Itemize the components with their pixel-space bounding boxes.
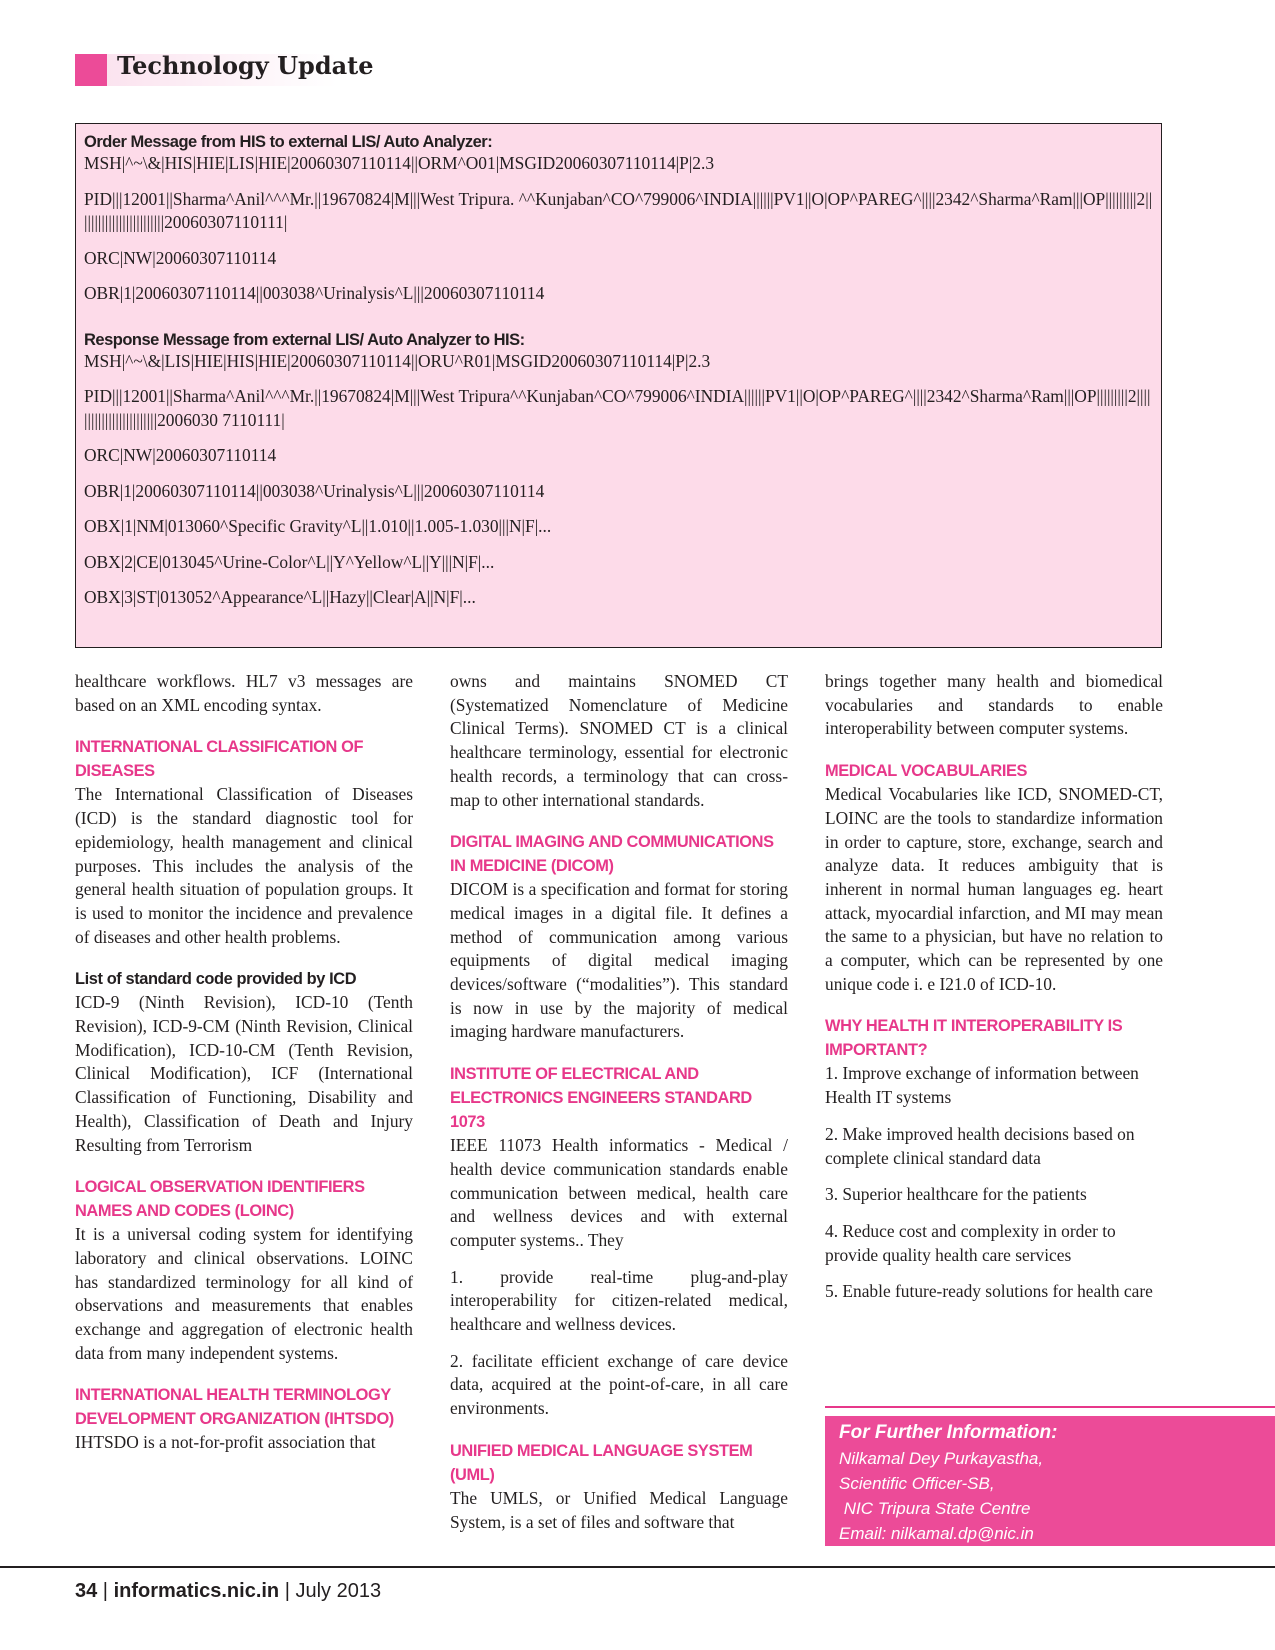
list-item: 4. Reduce cost and complexity in order to provide quality health care services <box>825 1220 1116 1265</box>
paragraph: brings together many health and biomedical vocabularies and standards to enable interoperability between computer systems. <box>825 671 1163 739</box>
subheading-icd-list: List of standard code provided by ICD <box>75 970 357 989</box>
list-item: 2. Make improved health decisions based on complete clinical standard data <box>825 1123 1135 1168</box>
response-line: PID|||12001||Sharma^Anil^^^Mr.||19670824|M|||West Tripura^^Kunjaban^CO^799006^INDIA||||||PV1||O|OP^PAREG^||||2342^Sharma^Ram|||OP|||||||||2|||||||||||||||||||||||||2006030 7110111| <box>84 386 1151 430</box>
header-accent-bar <box>75 54 107 86</box>
paragraph: The International Classification of Diseases (ICD) is the standard diagnostic tool for epidemiology, health management and clinical purposes. This includes the analysis of the general health situation of population groups. It is used to monitor the incidence and prevalence of diseases and other health problems. <box>75 784 413 947</box>
order-line: ORC|NW|20060307110114 <box>84 247 277 268</box>
footer-site: informatics.nic.in <box>113 1580 280 1602</box>
info-divider <box>825 1406 1275 1408</box>
paragraph: owns and maintains SNOMED CT (Systematized Nomenclature of Medicine Clinical Terms). SNOMED CT is a clinical healthcare terminology, essential for electronic health records, a terminology that can cross-map to other international standards. <box>450 671 788 810</box>
section-heading-ihtsdo: INTERNATIONAL HEALTH TERMINOLOGY DEVELOPMENT ORGANIZATION (IHTSDO) <box>75 1386 394 1429</box>
footer-separator: | <box>279 1580 296 1602</box>
list-item: 5. Enable future-ready solutions for health care <box>825 1281 1153 1302</box>
footer-separator: | <box>97 1580 114 1602</box>
info-name: Nilkamal Dey Purkayastha, <box>839 1449 1044 1468</box>
list-item: 3. Superior healthcare for the patients <box>825 1184 1087 1205</box>
footer-divider <box>0 1566 1275 1568</box>
paragraph: Medical Vocabularies like ICD, SNOMED-CT, LOINC are the tools to standardize information in order to capture, store, exchange, search and analyze data. It reduces ambiguity that is inherent in normal human languages eg. heart attack, myocardial infarction, and MI may mean the same to a physician, but have no relation to a computer, which can be represented by one unique code i. e I21.0 of ICD-10. <box>825 784 1163 994</box>
further-information-box <box>825 1416 1275 1546</box>
page-number: 34 <box>75 1580 98 1602</box>
list-item: 1. Improve exchange of information between Health IT systems <box>825 1063 1139 1108</box>
response-message-heading: Response Message from external LIS/ Auto Analyzer to HIS: <box>84 330 525 349</box>
section-heading-loinc: LOGICAL OBSERVATION IDENTIFIERS NAMES AND CODES (LOINC) <box>75 1178 365 1221</box>
paragraph: It is a universal coding system for identifying laboratory and clinical observations. LOINC has standardized terminology for all kind of observations and measurements that enables exchange and aggregation of electronic health data from many independent systems. <box>75 1224 413 1363</box>
paragraph: healthcare workflows. HL7 v3 messages are based on an XML encoding syntax. <box>75 671 413 715</box>
paragraph: IEEE 11073 Health informatics - Medical / health device communication standards enable communication between medical, health care and wellness devices and with external computer systems.. They <box>450 1135 788 1250</box>
info-designation: Scientific Officer-SB, <box>839 1474 995 1493</box>
order-line: MSH|^~\&|HIS|HIE|LIS|HIE|20060307110114||ORM^O01|MSGID20060307110114|P|2.3 <box>84 153 715 173</box>
list-item: 1. provide real-time plug-and-play interoperability for citizen-related medical, healthcare and wellness devices. <box>450 1266 788 1335</box>
paragraph: ICD-9 (Ninth Revision), ICD-10 (Tenth Revision), ICD-9-CM (Ninth Revision, Clinical Modification), ICD-10-CM (Tenth Revision, Clinical Modification), ICF (International Classification of Functioning, Disability and Health), Classification of Death and Injury Resulting from Terrorism <box>75 992 413 1155</box>
column-3 <box>825 670 1163 1317</box>
section-title: Technology Update <box>117 51 374 80</box>
column-1 <box>75 670 413 1468</box>
footer <box>75 1580 381 1603</box>
info-title: For Further Information: <box>839 1422 1058 1443</box>
section-heading-umls: UNIFIED MEDICAL LANGUAGE SYSTEM (UML) <box>450 1441 753 1484</box>
section-heading-vocabularies: MEDICAL VOCABULARIES <box>825 762 1028 781</box>
hl7-message-box <box>75 123 1162 648</box>
response-line: MSH|^~\&|LIS|HIE|HIS|HIE|20060307110114||ORU^R01|MSGID20060307110114|P|2.3 <box>84 350 711 371</box>
section-heading-dicom: DIGITAL IMAGING AND COMMUNICATIONS IN MEDICINE (DICOM) <box>450 833 774 876</box>
column-2 <box>450 670 788 1547</box>
footer-date: July 2013 <box>295 1580 382 1602</box>
response-line: OBR|1|20060307110114||003038^Urinalysis^L|||20060307110114 <box>84 480 545 501</box>
response-line: ORC|NW|20060307110114 <box>84 445 277 465</box>
info-email: Email: nilkamal.dp@nic.in <box>839 1524 1034 1543</box>
info-office: NIC Tripura State Centre <box>839 1499 1031 1518</box>
paragraph: The UMLS, or Unified Medical Language System, is a set of files and software that <box>450 1487 788 1532</box>
order-message-heading: Order Message from HIS to external LIS/ Auto Analyzer: <box>84 133 493 151</box>
section-heading-icd: INTERNATIONAL CLASSIFICATION OF DISEASES <box>75 738 364 781</box>
paragraph: DICOM is a specification and format for storing medical images in a digital file. It defines a method of communication among various equipments of digital medical imaging devices/software (“modalities”). This standard is now in use by the majority of medical imaging hardware manufacturers. <box>450 879 788 1042</box>
section-heading-why-interoperability: WHY HEALTH IT INTEROPERABILITY IS IMPORTANT? <box>825 1017 1123 1060</box>
order-line: OBR|1|20060307110114||003038^Urinalysis^L|||20060307110114 <box>84 283 545 303</box>
response-line: OBX|3|ST|013052^Appearance^L||Hazy||Clear|A||N|F|... <box>84 587 476 607</box>
response-line: OBX|1|NM|013060^Specific Gravity^L||1.010||1.005-1.030|||N|F|... <box>84 516 552 536</box>
list-item: 2. facilitate efficient exchange of care device data, acquired at the point-of-care, in all care environments. <box>450 1350 788 1419</box>
order-line: PID|||12001||Sharma^Anil^^^Mr.||19670824|M|||West Tripura. ^^Kunjaban^CO^799006^INDIA||||||PV1||O|OP^PAREG^||||2342^Sharma^Ram|||OP|||||||||2|||||||||||||||||||||||||20060307110111| <box>84 188 1153 232</box>
section-heading-ieee: INSTITUTE OF ELECTRICAL AND ELECTRONICS ENGINEERS STANDARD 1073 <box>450 1065 752 1132</box>
paragraph: IHTSDO is a not-for-profit association that <box>75 1432 376 1453</box>
response-line: OBX|2|CE|013045^Urine-Color^L||Y^Yellow^L||Y|||N|F|... <box>84 551 495 572</box>
